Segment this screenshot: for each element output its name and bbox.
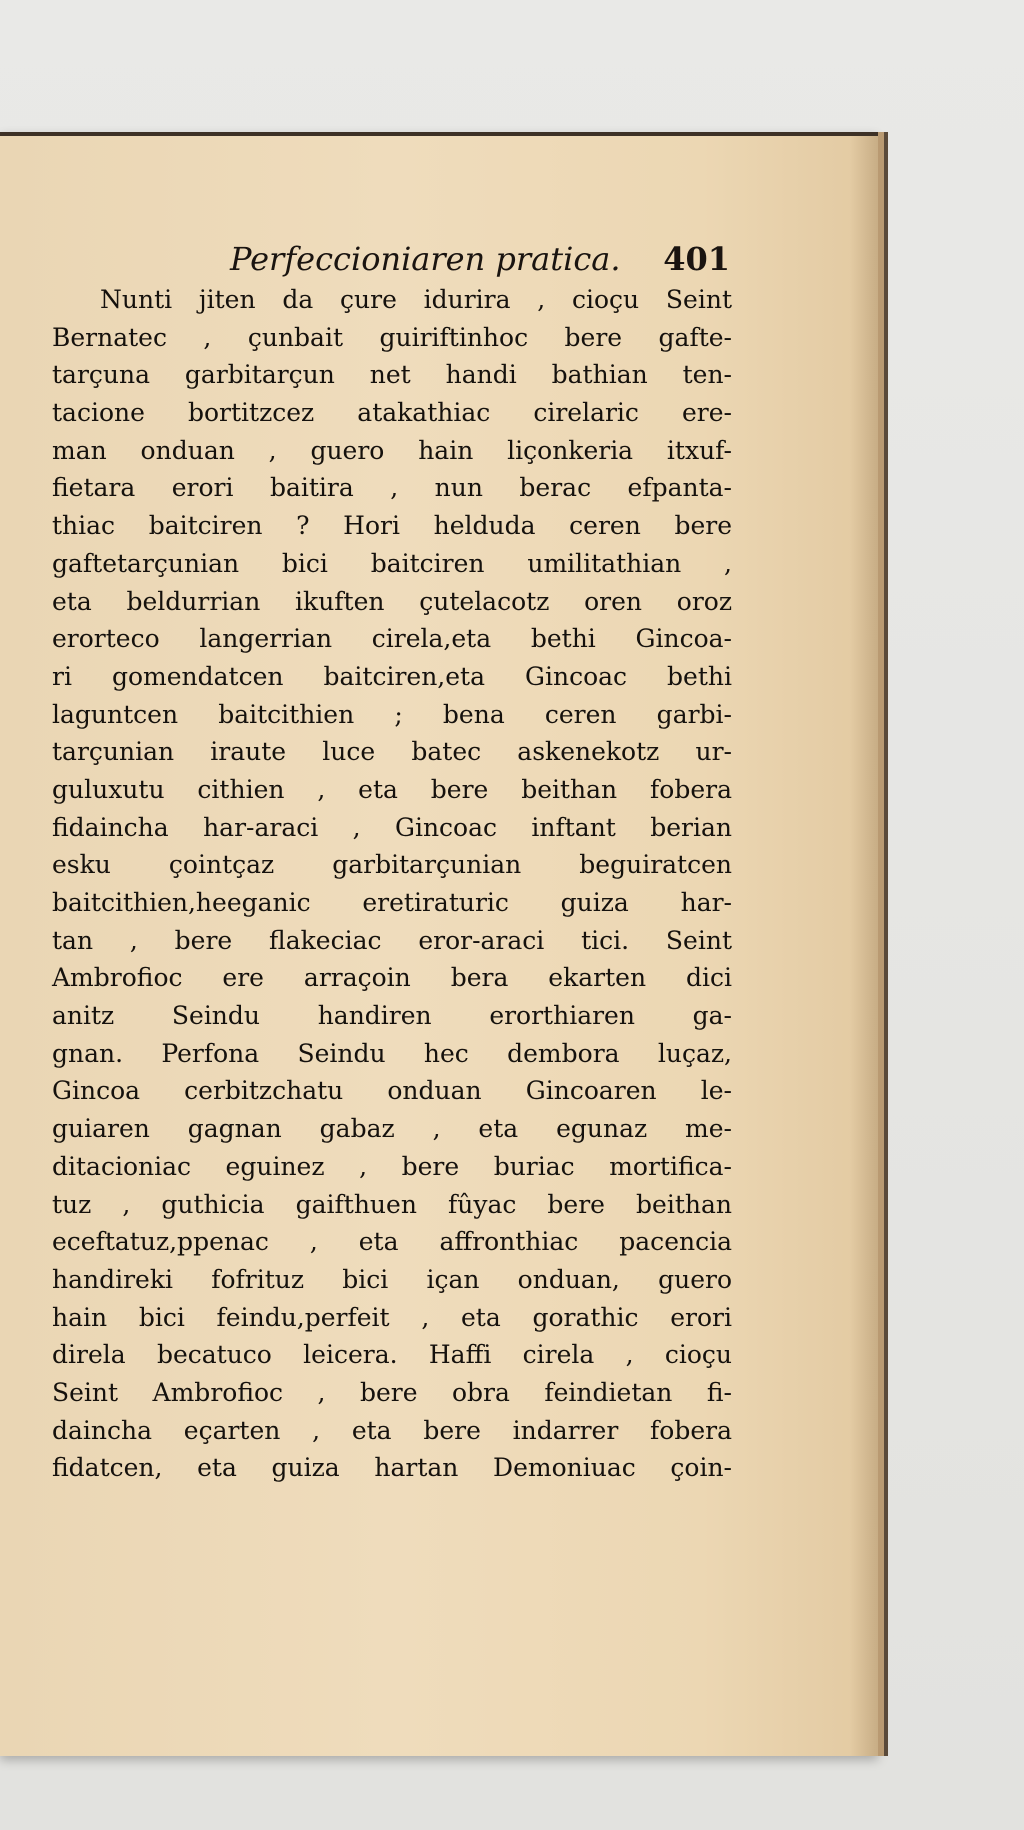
text-line: ditacioniac eguinez , bere buriac mortifica- <box>52 1151 732 1181</box>
text-line: eta beldurrian ikuften çutelacotz oren oroz <box>52 586 732 616</box>
text-line: tuz , guthicia gaifthuen fûyac bere beithan <box>52 1189 732 1219</box>
text-line: direla becatuco leicera. Haffi cirela , cioçu <box>52 1340 732 1370</box>
text-line: tarçunian iraute luce batec askenekotz ur- <box>52 737 732 767</box>
text-line: anitz Seindu handiren erorthiaren ga- <box>52 1001 732 1031</box>
text-line: thiac baitciren ? Hori helduda ceren bere <box>52 511 732 541</box>
text-line: gnan. Perfona Seindu hec dembora luçaz, <box>52 1038 732 1068</box>
text-line: baitcithien,heeganic eretiraturic guiza har- <box>52 888 732 917</box>
text-line: Ambrofioc ere arraçoin bera ekarten dici <box>52 963 732 993</box>
text-line: guiaren gagnan gabaz , eta egunaz me- <box>52 1114 732 1144</box>
text-line: fidaincha har-araci , Gincoac inftant berian <box>52 812 732 842</box>
text-line: guluxutu cithien , eta bere beithan fobera <box>52 774 732 804</box>
text-line: laguntcen baitcithien ; bena ceren garbi- <box>52 699 732 729</box>
text-line: Nunti jiten da çure idurira , cioçu Seint <box>100 285 732 314</box>
text-line: handireki fofrituz bici içan onduan, guero <box>52 1264 732 1294</box>
text-line: Gincoa cerbitzchatu onduan Gincoaren le- <box>52 1076 732 1106</box>
text-line: ri gomendatcen baitciren,eta Gincoac bethi <box>52 661 732 691</box>
book-page <box>0 132 878 1756</box>
text-line: esku çointçaz garbitarçunian beguiratcen <box>52 850 732 880</box>
text-line: eceftatuz,ppenac , eta affronthiac pacencia <box>52 1227 732 1257</box>
running-title: Perfeccioniaren pratica. <box>230 240 621 278</box>
text-line: tacione bortitzcez atakathiac cirelaric ere- <box>52 398 732 428</box>
text-line: erorteco langerrian cirela,eta bethi Gincoa- <box>52 624 732 654</box>
text-line: tan , bere flakeciac eror-araci tici. Seint <box>52 925 732 955</box>
text-line: fietara erori baitira , nun berac efpanta- <box>52 473 732 503</box>
running-header <box>230 240 730 278</box>
page-text <box>52 281 732 1487</box>
text-line: man onduan , guero hain liçonkeria itxuf- <box>52 435 732 465</box>
page-number: 401 <box>663 240 730 278</box>
text-line: Seint Ambrofioc , bere obra feindietan fi- <box>52 1377 732 1407</box>
text-line: fidatcen, eta guiza hartan Demoniuac çoin- <box>52 1453 732 1483</box>
text-line: hain bici feindu,perfeit , eta gorathic erori <box>52 1302 732 1332</box>
text-line: tarçuna garbitarçun net handi bathian ten- <box>52 360 732 390</box>
text-line: gaftetarçunian bici baitciren umilitathian , <box>52 548 732 578</box>
text-line: Bernatec , çunbait guiriftinhoc bere gafte- <box>52 322 732 352</box>
text-line: daincha eçarten , eta bere indarrer fobera <box>52 1415 732 1445</box>
